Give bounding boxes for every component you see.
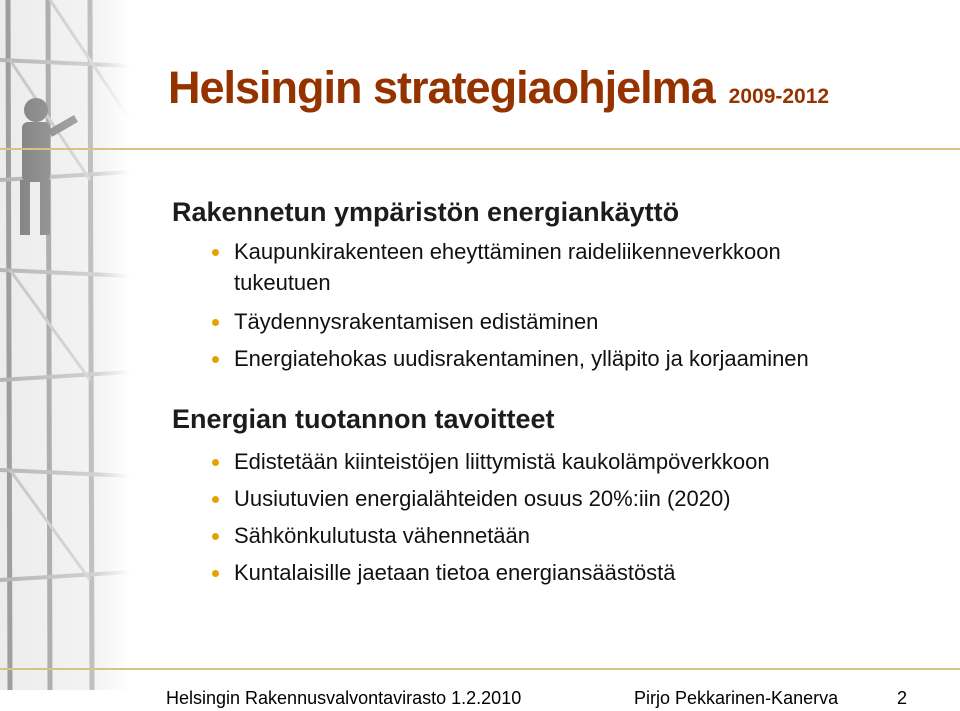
bullet-item: [212, 520, 770, 551]
bullet-item: [212, 236, 809, 267]
footer-organization-date: Helsingin Rakennusvalvontavirasto 1.2.2010: [166, 688, 522, 708]
bullet-text: Energiatehokas uudisrakentaminen, ylläpito ja korjaaminen: [234, 346, 809, 371]
section-heading-built-environment: Rakennetun ympäristön energiankäyttö: [172, 197, 680, 227]
bullet-item: [212, 446, 770, 477]
bullet-text: tukeutuen: [234, 270, 331, 295]
section-heading-energy-production: Energian tuotannon tavoitteet: [172, 404, 555, 434]
bullet-dot-icon: [212, 570, 219, 577]
footer-divider: [0, 668, 960, 670]
slide-title: Helsingin strategiaohjelma: [168, 62, 715, 113]
bullet-dot-icon: [212, 319, 219, 326]
bullet-dot-icon: [212, 496, 219, 503]
bullet-continuation: [212, 267, 809, 298]
bullet-text: Edistetään kiinteistöjen liittymistä kaukolämpöverkkoon: [234, 449, 770, 474]
scaffolding-photo: [0, 0, 130, 690]
section-bullets-energy-production: [212, 446, 770, 588]
bullet-text: Sähkönkulutusta vähennetään: [234, 523, 531, 548]
title-year-range: 2009-2012: [728, 85, 830, 108]
bullet-text: Uusiutuvien energialähteiden osuus 20%:iin (2020): [234, 486, 731, 511]
bullet-dot-icon: [212, 459, 219, 466]
footer-author: Pirjo Pekkarinen-Kanerva: [634, 688, 839, 708]
section-bullets-built-environment: [212, 236, 809, 374]
bullet-dot-icon: [212, 533, 219, 540]
slide-title-row: [168, 62, 948, 132]
bullet-item: [212, 306, 809, 337]
bullet-item: [212, 557, 770, 588]
bullet-text: Kaupunkirakenteen eheyttäminen raideliikenneverkkoon: [234, 239, 781, 264]
bullet-text: Täydennysrakentamisen edistäminen: [234, 309, 599, 334]
bullet-dot-icon: [212, 356, 219, 363]
bullet-dot-icon: [212, 249, 219, 256]
bullet-item: [212, 343, 809, 374]
bullet-item: [212, 483, 770, 514]
slide-footer: [0, 690, 960, 711]
footer-page-number: 2: [897, 688, 908, 708]
bullet-text: Kuntalaisille jaetaan tietoa energiansäästöstä: [234, 560, 676, 585]
title-divider: [0, 148, 960, 150]
